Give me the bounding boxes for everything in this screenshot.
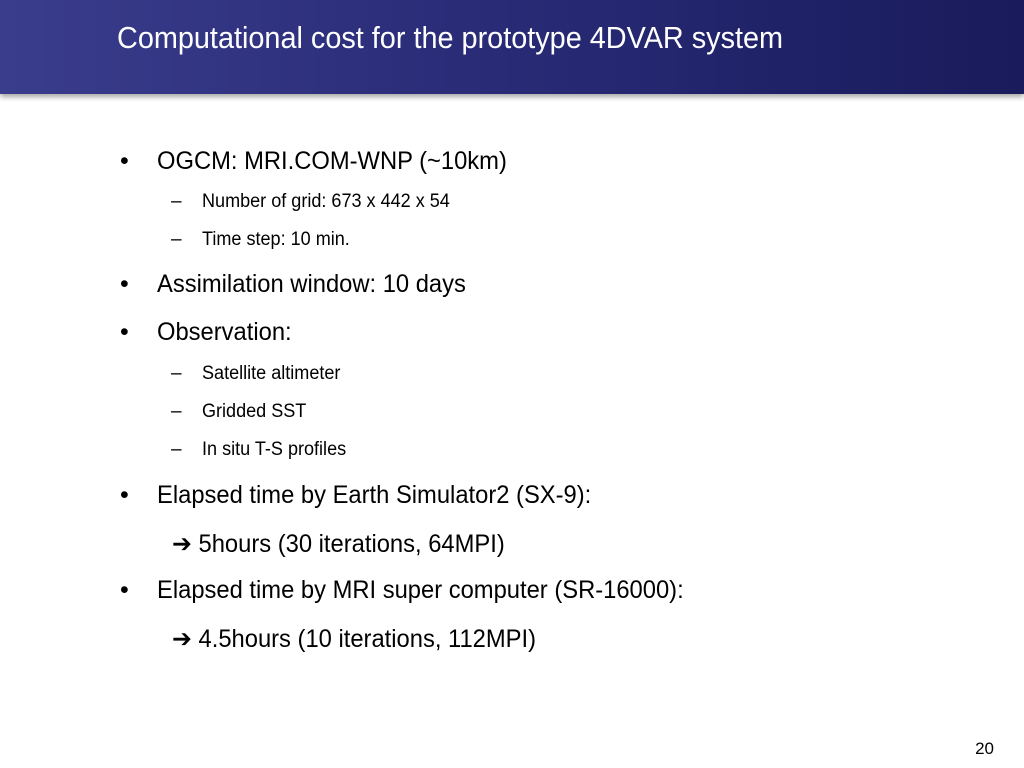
dash-icon: –	[171, 401, 182, 422]
slide-title: Computational cost for the prototype 4DVAR system	[117, 20, 784, 55]
bullet-icon: •	[120, 481, 129, 509]
arrow-right-icon: ➔	[172, 530, 192, 558]
dash-icon: –	[171, 363, 182, 384]
sub-item: Gridded SST	[202, 401, 307, 422]
bullet-icon: •	[120, 576, 129, 604]
continuation-line	[172, 529, 505, 559]
bullet-icon: •	[120, 318, 129, 346]
bullet-item: OGCM: MRI.COM-WNP (~10km)	[157, 147, 507, 175]
continuation-text: 5hours (30 iterations, 64MPI)	[198, 530, 505, 558]
sub-item: Time step: 10 min.	[202, 229, 350, 250]
page-number: 20	[975, 739, 994, 758]
bullet-item: Elapsed time by Earth Simulator2 (SX-9):	[157, 481, 592, 509]
bullet-item: Observation:	[157, 318, 292, 346]
dash-icon: –	[171, 191, 182, 212]
bullet-item: Elapsed time by MRI super computer (SR-16000):	[157, 576, 684, 604]
continuation-text: 4.5hours (10 iterations, 112MPI)	[198, 625, 537, 653]
bullet-item: Assimilation window: 10 days	[157, 270, 466, 298]
sub-item: Number of grid: 673 x 442 x 54	[202, 191, 450, 212]
bullet-icon: •	[120, 147, 129, 175]
title-bar	[0, 0, 1024, 94]
bullet-icon: •	[120, 270, 129, 298]
dash-icon: –	[171, 229, 182, 250]
dash-icon: –	[171, 439, 182, 460]
sub-item: In situ T-S profiles	[202, 439, 347, 460]
arrow-right-icon: ➔	[172, 625, 192, 653]
sub-item: Satellite altimeter	[202, 363, 341, 384]
continuation-line	[172, 624, 536, 654]
